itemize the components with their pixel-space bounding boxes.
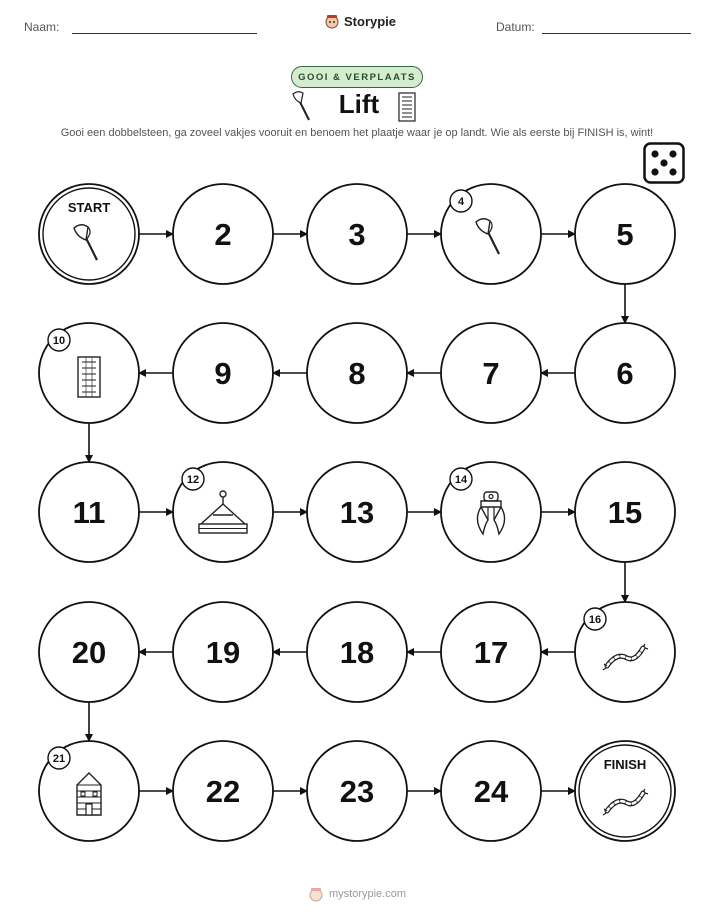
game-type-badge: GOOI & VERPLAATS	[291, 66, 423, 88]
space-number: 6	[616, 356, 634, 391]
board-space-13	[307, 462, 407, 562]
board-space-19	[173, 602, 273, 702]
board-space-21	[39, 741, 139, 841]
footer-site: mystorypie.com	[329, 888, 407, 900]
space-number: 22	[205, 774, 241, 809]
brand-name: Storypie	[344, 13, 397, 29]
space-number: 21	[52, 753, 66, 765]
space-number: 24	[473, 774, 509, 809]
board-space-10	[39, 323, 139, 423]
board-space-12	[173, 462, 273, 562]
space-number: 3	[348, 217, 366, 252]
space-number: 16	[588, 614, 602, 626]
board-space-18	[307, 602, 407, 702]
start-space	[39, 184, 139, 284]
space-circle	[39, 184, 139, 284]
space-number: 13	[339, 495, 375, 530]
space-number: 9	[214, 356, 232, 391]
space-number: 19	[205, 635, 241, 670]
space-number: 4	[457, 196, 465, 208]
board-space-4	[441, 184, 541, 284]
space-number: 5	[616, 217, 634, 252]
space-number: 23	[339, 774, 375, 809]
board-space-2	[173, 184, 273, 284]
date-label: Datum:	[496, 20, 535, 34]
space-number: 11	[72, 495, 106, 530]
board-space-24	[441, 741, 541, 841]
board-space-8	[307, 323, 407, 423]
space-number: 10	[52, 335, 66, 347]
board-space-20	[39, 602, 139, 702]
space-number: 12	[186, 474, 200, 486]
board-space-16	[575, 602, 675, 702]
space-number: 18	[339, 635, 375, 670]
board-space-6	[575, 323, 675, 423]
board-space-3	[307, 184, 407, 284]
name-label: Naam:	[24, 20, 60, 34]
space-number: 14	[454, 474, 468, 486]
space-circle	[575, 741, 675, 841]
board-space-11	[39, 462, 139, 562]
board-space-14	[441, 462, 541, 562]
board-space-5	[575, 184, 675, 284]
space-number: 17	[473, 635, 509, 670]
space-number: 8	[348, 356, 366, 391]
board-space-15	[575, 462, 675, 562]
instructions: Gooi een dobbelsteen, ga zoveel vakjes vooruit en benoem het plaatje waar je op landt. Wie als eerste bij FINISH is, wint!	[60, 127, 654, 139]
space-number: 15	[607, 495, 643, 530]
board-space-22	[173, 741, 273, 841]
mascot-icon	[308, 886, 324, 902]
building-icon	[78, 357, 100, 397]
space-number: 20	[71, 635, 107, 670]
space-number: 7	[482, 356, 500, 391]
board-space-23	[307, 741, 407, 841]
board-space-17	[441, 602, 541, 702]
start-label: START	[67, 200, 111, 215]
finish-label: FINISH	[603, 757, 647, 772]
space-number: 2	[214, 217, 232, 252]
finish-space	[575, 741, 675, 841]
board-space-7	[441, 323, 541, 423]
page-title: Lift	[338, 89, 380, 119]
board-space-9	[173, 323, 273, 423]
footer	[308, 886, 406, 902]
